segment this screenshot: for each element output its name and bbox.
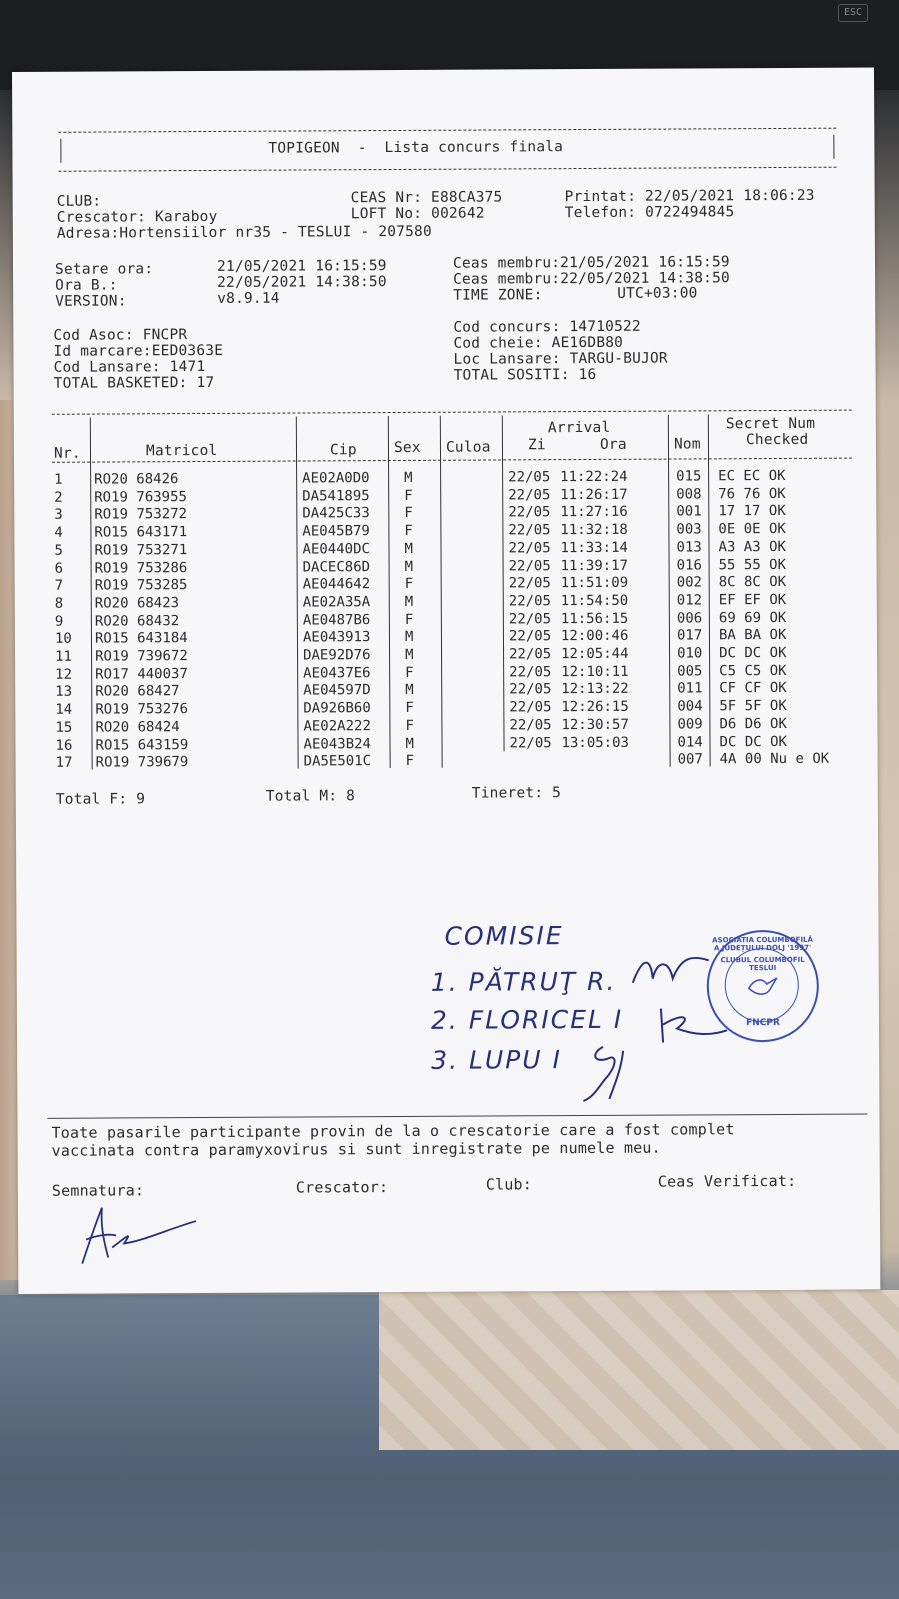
handwritten-initials-1 [629,948,719,996]
cell-nom: 008 [676,486,702,503]
stamp-bottom-text: FNCPR [746,1017,780,1029]
cell-ora: 12:13:22 [561,681,629,698]
cell-secret: A3 A3 OK [718,538,786,556]
cell-matricol: RO15 643171 [94,524,188,541]
cell-secret: 0E 0E OK [718,521,786,538]
cell-nom: 014 [677,733,703,751]
cell-matricol: RO19 739672 [95,648,188,665]
cell-cip: AE044642 [302,576,371,593]
cell-cip: DAE92D76 [303,647,371,664]
loft-no: LOFT No: 002642 [350,205,485,223]
cell-matricol: RO20 68427 [95,683,180,700]
time-zone-label: TIME ZONE: [453,287,543,304]
cell-ora: 12:05:44 [561,645,629,663]
cell-secret: 4A 00 Nu e OK [719,750,830,768]
laptop-key: ESC [838,4,868,22]
cell-sex: F [404,523,413,540]
cell-secret: CF CF OK [719,680,787,697]
ceas-membru-2: Ceas membru:22/05/2021 14:38:50 [453,270,730,288]
cell-matricol: RO19 753271 [94,541,188,559]
cell-cip: AE0440DC [302,540,370,558]
handwritten-initials-3 [563,1039,643,1109]
total-basketed: TOTAL BASKETED: 17 [53,374,215,392]
cell-matricol: RO19 763955 [94,488,187,506]
club-stamp [707,930,820,1043]
header-nom: Nom [673,436,701,453]
version-label: VERSION: [55,293,127,310]
header-culoa: Culoa [445,439,491,456]
cell-nom: 001 [676,503,702,520]
cell-matricol: RO20 68424 [95,718,180,736]
cell-secret: D6 D6 OK [719,715,787,733]
cell-ora: 12:30:57 [561,716,629,733]
cell-secret: 76 76 OK [718,485,786,502]
page-title: TOPIGEON - Lista concurs finala [268,139,564,157]
cell-nom: 004 [677,698,703,715]
cell-nom: 017 [676,627,703,644]
cell-zi: 22/05 [509,734,552,751]
cell-nr: 5 [54,542,63,559]
cell-nom: 013 [676,539,702,556]
cell-cip: DACEC86D [302,558,371,575]
cell-zi: 22/05 [508,610,552,627]
cell-matricol: RO19 753276 [95,701,189,718]
cell-cip: AE02A35A [302,594,371,611]
cell-secret: DC DC OK [719,733,787,750]
cell-matricol: RO20 68426 [94,471,179,488]
cell-nom: 007 [677,751,703,768]
setare-value: 21/05/2021 16:15:59 [216,258,387,275]
handwritten-comisie: COMISIE [444,921,564,951]
cell-zi: 22/05 [508,469,551,486]
cell-ora: 11:27:16 [560,504,628,521]
cell-ora: 11:32:18 [560,521,628,539]
cell-zi: 22/05 [508,575,551,592]
handwritten-member-1: 1. PĂTRUŢ R. [430,966,617,997]
cell-zi: 22/05 [508,522,551,539]
cell-sex: M [405,735,415,752]
total-f: Total F: 9 [55,791,146,808]
id-marcare: Id marcare:EED0363E [53,342,224,360]
cell-secret: 5F 5F OK [719,698,787,715]
cell-sex: F [404,576,414,593]
cell-secret: 8C 8C OK [718,574,787,591]
cell-nr: 6 [54,560,64,577]
cell-ora: 12:00:46 [560,628,629,645]
cell-nom: 002 [676,574,703,591]
adresa-line: Adresa:Hortensiilor nr35 - TESLUI - 207580 [56,223,432,242]
cell-nom: 012 [676,592,703,609]
cell-ora: 11:39:17 [560,557,629,574]
cell-nr: 3 [54,507,63,524]
cell-cip: AE0437E6 [303,664,371,682]
total-sositi: TOTAL SOSITI: 16 [453,366,597,384]
ceas-membru-1: Ceas membru:21/05/2021 16:15:59 [452,254,730,272]
cell-nr: 17 [55,754,73,771]
cell-nr: 14 [55,701,73,718]
cell-nom: 005 [677,663,703,680]
cod-concurs: Cod concurs: 14710522 [453,318,641,336]
cell-nr: 11 [55,648,72,665]
cod-asoc: Cod Asoc: FNCPR [53,327,188,344]
cell-nr: 10 [54,630,72,648]
declaration-line-1: Toate pasarile participante provin de la o crescatorie care a fost complet [51,1120,735,1142]
cell-nr: 1 [54,471,63,488]
cell-cip: DA5E501C [303,753,372,770]
cell-sex: M [405,682,414,699]
cell-zi: 22/05 [509,663,552,681]
ora-b-value: 22/05/2021 14:38:50 [217,274,387,291]
cell-ora: 12:26:15 [561,698,629,716]
header-zi: Zi [527,437,546,454]
declaration-line-2: vaccinata contra paramyxovirus si sunt inregistrate pe numele meu. [51,1138,661,1160]
cell-matricol: RO19 753285 [94,577,188,594]
cell-sex: F [405,753,415,770]
header-secret-num: Secret Num [725,415,816,433]
cell-sex: F [405,699,414,717]
cell-ora: 11:51:09 [560,574,629,592]
cell-matricol: RO19 753272 [94,506,188,523]
cell-matricol: RO19 753286 [94,559,188,577]
cell-ora: 13:05:03 [561,734,629,751]
cell-nom: 010 [677,645,703,662]
table-row [54,751,864,773]
cell-secret: EC EC OK [718,467,786,485]
cell-sex: M [404,558,414,575]
pigeon-icon [745,972,781,1000]
table-top-rule [52,410,852,415]
ceas-verificat-label: Ceas Verificat: [657,1171,797,1191]
time-zone-value: UTC+03:00 [617,285,698,302]
header-arrival: Arrival [547,419,611,437]
cell-nr: 7 [54,577,64,594]
cell-zi: 22/05 [508,593,551,610]
cell-cip: DA541895 [302,487,370,505]
header-nr: Nr. [53,445,81,462]
cell-ora: 11:54:50 [560,592,629,610]
cell-ora: 11:26:17 [560,486,628,503]
cell-cip: DA425C33 [302,505,370,522]
cell-matricol: RO20 68432 [94,612,180,630]
cell-cip: AE02A0D0 [302,470,370,487]
semnatura-label: Semnatura: [51,1181,145,1200]
cod-cheie: Cod cheie: AE16DB80 [453,334,624,352]
crescator-line: Crescator: Karaboy [56,208,218,226]
cell-sex: M [404,469,413,486]
cell-sex: M [404,540,413,557]
cell-secret: EF EF OK [718,591,787,609]
cell-nr: 2 [54,489,63,506]
version-value: v8.9.14 [217,290,280,307]
cell-cip: AE04597D [303,682,371,699]
cell-zi: 22/05 [509,699,552,716]
total-m: Total M: 8 [265,788,356,805]
cell-cip: AE0487B6 [302,611,371,629]
cell-nom: 016 [676,556,702,574]
cell-matricol: RO17 440037 [95,665,188,683]
telefon: Telefon: 0722494845 [564,204,735,222]
cell-nom: 009 [677,716,703,733]
stamp-inner-text: CLUBUL COLUMBOFIL TESLUI [720,955,805,973]
cell-secret: 55 55 OK [718,556,787,573]
cell-ora: 11:56:15 [560,610,629,627]
cell-nr: 8 [54,595,64,612]
cell-ora: 11:33:14 [560,539,628,556]
ceas-nr: CEAS Nr: E88CA375 [350,189,503,207]
cell-zi: 22/05 [508,557,551,574]
handwritten-member-2: 2. FLORICEL I [430,1004,624,1035]
cell-cip: AE045B79 [302,523,370,540]
header-sex: Sex [393,439,421,457]
cell-secret: DC DC OK [719,644,787,662]
cell-zi: 22/05 [508,504,551,521]
cushion-background [379,1290,899,1450]
cell-matricol: RO19 739679 [95,754,189,771]
cell-sex: F [404,487,413,504]
cell-nr: 15 [55,719,73,736]
cell-secret: BA BA OK [718,627,787,644]
cell-secret: 17 17 OK [718,503,786,520]
loc-lansare: Loc Lansare: TARGU-BUJOR [453,350,668,368]
cell-matricol: RO20 68423 [94,595,180,612]
cell-nom: 015 [676,468,702,485]
header-checked: Checked [745,431,809,449]
printed-sheet [12,67,880,1293]
cell-nom: 006 [676,609,703,627]
cell-sex: F [404,611,414,628]
header-ora: Ora [599,436,627,453]
cell-nr: 13 [55,684,73,701]
cell-secret: C5 C5 OK [719,662,787,679]
cell-zi: 22/05 [508,628,552,645]
cell-ora: 11:22:24 [560,468,628,486]
handwritten-member-3: 3. LUPU I [431,1045,562,1075]
cell-nr: 4 [54,524,63,541]
cell-matricol: RO15 643159 [95,736,189,754]
cell-nom: 003 [676,521,702,538]
cell-sex: M [405,646,414,663]
cell-zi: 22/05 [508,539,551,557]
cod-lansare: Cod Lansare: 1471 [53,358,206,376]
cell-sex: F [404,505,413,522]
cell-sex: M [404,629,414,646]
cell-sex: F [405,717,414,734]
header-cip: Cip [329,442,357,459]
cell-sex: M [404,593,414,610]
cell-secret: 69 69 OK [718,609,787,626]
club-label: CLUB: [56,193,102,210]
signature [72,1199,202,1270]
cell-zi: 22/05 [509,716,552,734]
tineret: Tineret: 5 [471,785,562,802]
header-matricol: Matricol [145,442,218,460]
cell-nr: 9 [54,613,64,630]
cell-nr: 16 [55,737,73,754]
cell-sex: F [405,664,414,681]
printat: Printat: 22/05/2021 18:06:23 [564,187,815,206]
cell-zi: 22/05 [509,681,552,698]
cell-nom: 011 [677,680,703,697]
cell-zi: 22/05 [509,646,552,663]
stamp-ring-text: ASOCIATIA COLUMBOFILĂ A JUDEȚULUI DOLJ '1997' [712,935,813,953]
ora-b-label: Ora B.: [55,277,118,294]
cell-zi: 22/05 [508,486,551,504]
cell-cip: AE02A222 [303,717,371,735]
cell-cip: AE043913 [302,629,371,646]
cell-nr: 12 [55,666,73,683]
cell-cip: AE043B24 [303,735,372,752]
cell-matricol: RO15 643184 [94,630,188,647]
setare-label: Setare ora: [54,261,154,278]
crescator-label: Crescator: [295,1178,389,1197]
club-label-footer: Club: [485,1175,533,1194]
cell-ora: 12:10:11 [561,663,629,680]
footer-rule [47,1114,867,1119]
cell-cip: DA926B60 [303,700,371,717]
